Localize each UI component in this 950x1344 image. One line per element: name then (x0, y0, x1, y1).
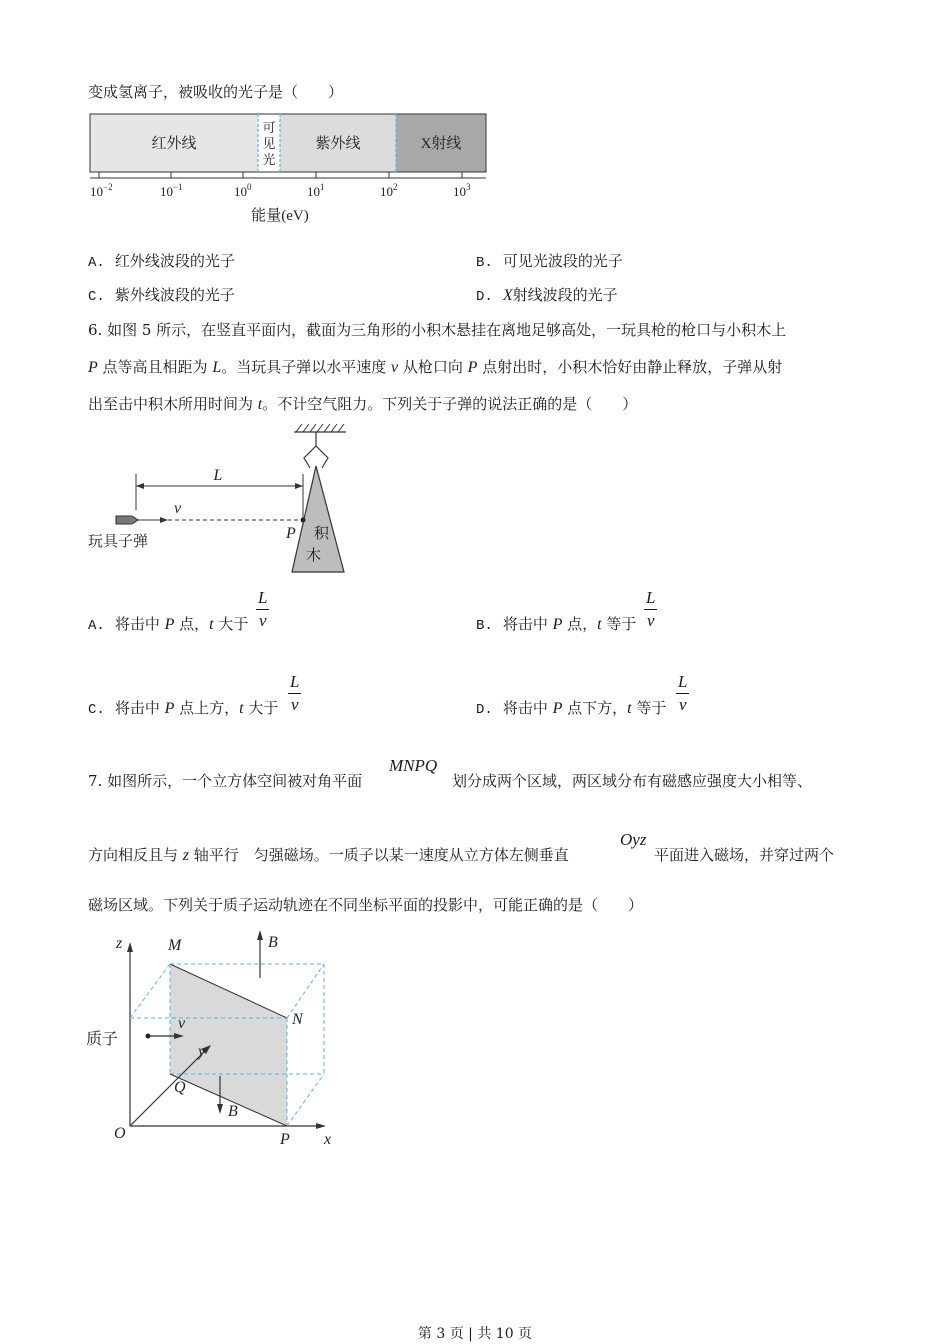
block-char-1: 积 (314, 526, 330, 542)
q7-line-2: 方向相反且与 z 轴平行 匀强磁场。一质子以某一速度从立方体左侧垂直 (88, 846, 569, 864)
O-label: O (114, 1125, 126, 1142)
axis-ticks (99, 172, 462, 178)
q7-line-2b: 平面进入磁场，并穿过两个 (654, 846, 835, 864)
infrared-label: 红外线 (151, 136, 197, 152)
N-label: N (292, 1011, 303, 1028)
q6-option-d-fraction: $\frac{L}{v}$ (678, 672, 688, 714)
y-axis (130, 1050, 206, 1126)
q6-option-c-fraction: $\frac{L}{v}$ (290, 672, 300, 714)
z-label: z (116, 935, 123, 952)
block-char-2: 木 (306, 548, 322, 564)
q7-cube-figure (82, 928, 362, 1158)
q6-option-b-fraction: $\frac{L}{v}$ (646, 588, 656, 630)
spectrum-figure (82, 110, 502, 230)
proton-label: 质子 (86, 1031, 119, 1048)
q6-line-1: 6. 如图 5 所示，在竖直平面内，截面为三角形的小积木悬挂在离地足够高处，一玩具枪的枪口与小积木上 (88, 321, 787, 339)
L-label: L (213, 467, 223, 484)
plane-mnpq (170, 964, 287, 1126)
q6-line-2: P 点等高且相距为 L。当玩具子弹以水平速度 v 从枪口向 P 点射出时，小积木恰好由静止释放，子弹从射 (88, 358, 783, 376)
page-footer: 第 3 页 | 共 10 页 (417, 1326, 533, 1342)
q5-option-a[interactable]: A. 红外线波段的光子 (88, 252, 235, 271)
uv-label: 紫外线 (315, 136, 361, 152)
v-label-q7: v (178, 1015, 186, 1032)
tick-label-5: $10^2$ (380, 182, 398, 199)
M-label: M (168, 937, 182, 954)
q6-figure (84, 422, 374, 582)
visible-label-2: 见 (262, 136, 276, 151)
P-label-q7: P (280, 1131, 290, 1148)
q7-line-3: 磁场区域。下列关于质子运动轨迹在不同坐标平面的投影中，可能正确的是（ ） (88, 896, 644, 914)
tick-label-4: $10^1$ (307, 182, 325, 199)
tick-label-6: $10^3$ (453, 182, 471, 199)
tick-label-2: $10^{-1}$ (160, 182, 183, 199)
q6-line-3: 出至击中积木所用时间为 t。不计空气阻力。下列关于子弹的说法正确的是（ ） (88, 395, 638, 413)
q7-line-1b: 划分成两个区域，两区域分布有磁感应强度大小相等、 (452, 772, 813, 790)
q5-option-c[interactable]: C. 紫外线波段的光子 (88, 286, 235, 305)
q6-option-d[interactable]: D. 将击中 P 点下方，t 等于 (476, 699, 667, 718)
q6-option-a-fraction: $\frac{L}{v}$ (258, 588, 268, 630)
Q-label: Q (174, 1079, 186, 1096)
q7-symbol-oyz: Oyz (620, 830, 647, 849)
tick-label-1: $10^{-2}$ (90, 182, 113, 199)
q6-option-c[interactable]: C. 将击中 P 点上方，t 大于 (88, 699, 279, 718)
B-down-label: B (228, 1103, 238, 1120)
q6-option-a[interactable]: A. 将击中 P 点，t 大于 (88, 615, 249, 634)
q5-option-b[interactable]: B. 可见光波段的光子 (476, 252, 623, 271)
v-label: v (174, 500, 182, 517)
visible-label-1: 可 (262, 120, 276, 135)
axis-label: 能量(eV) (251, 208, 309, 224)
tick-label-3: $10^0$ (234, 182, 252, 199)
gun (116, 516, 138, 524)
q5-option-d[interactable]: D. X射线波段的光子 (476, 286, 618, 305)
q7-line-1: 7. 如图所示，一个立方体空间被对角平面 (88, 772, 363, 790)
x-label: x (324, 1131, 332, 1148)
y-label: y (198, 1043, 206, 1060)
visible-label-3: 光 (262, 152, 276, 167)
xray-label: X射线 (420, 136, 462, 152)
q5-tail: 变成氢离子，被吸收的光子是（ ） (88, 83, 344, 101)
gun-label: 玩具子弹 (88, 534, 149, 550)
B-up-label: B (268, 934, 278, 951)
q7-symbol-mnpq: MNPQ (389, 756, 438, 775)
q6-option-b[interactable]: B. 将击中 P 点，t 等于 (476, 615, 637, 634)
P-label: P (286, 525, 296, 542)
